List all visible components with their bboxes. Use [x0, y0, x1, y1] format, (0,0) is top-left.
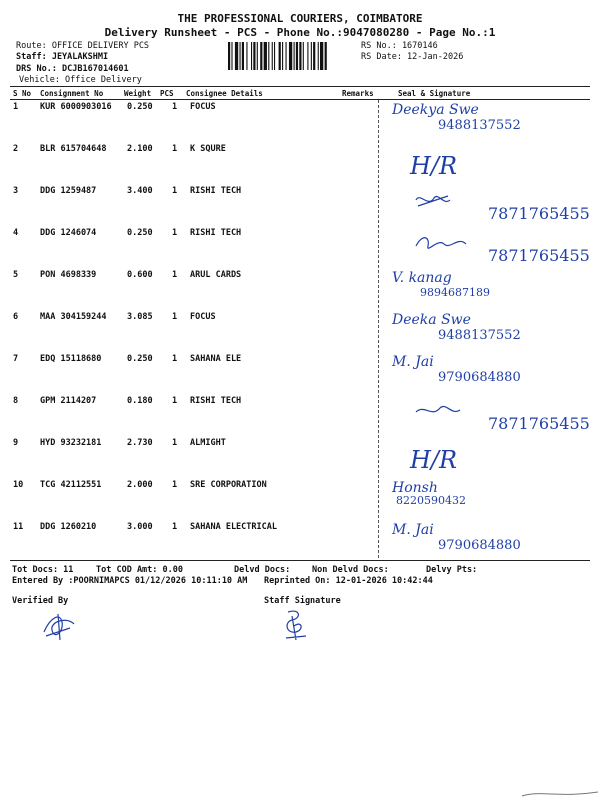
row-consignment-no: DDG 1259487 — [40, 186, 97, 196]
table-row — [0, 270, 600, 312]
table-row — [0, 312, 600, 354]
row-sno: 5 — [13, 270, 19, 280]
row-signature-phone: 9790684880 — [438, 370, 521, 385]
row-signature-name: Honsh — [392, 480, 438, 496]
row-weight: 3.400 — [127, 186, 153, 196]
row-consignment-no: TCG 42112551 — [40, 480, 102, 490]
signature-scribble — [414, 190, 470, 212]
row-weight: 0.250 — [127, 228, 153, 238]
drs-label: DRS No.: DCJB167014601 — [16, 64, 129, 74]
table-row — [0, 228, 600, 270]
tot-docs: Tot Docs: 11 — [12, 565, 74, 575]
staff-signature-scribble — [278, 606, 312, 644]
route-label: Route: OFFICE DELIVERY PCS — [16, 41, 150, 51]
col-seal-signature: Seal & Signature — [398, 89, 471, 98]
rs-date-label: RS Date: 12-Jan-2026 — [361, 52, 464, 62]
table-row — [0, 102, 600, 144]
delvd-docs: Delvd Docs: — [234, 565, 291, 575]
row-pcs: 1 — [172, 312, 178, 322]
row-sno: 4 — [13, 228, 19, 238]
barcode — [228, 42, 356, 70]
row-sno: 8 — [13, 396, 19, 406]
row-weight: 0.250 — [127, 354, 153, 364]
row-signature-phone: 9488137552 — [438, 118, 521, 133]
row-pcs: 1 — [172, 522, 178, 532]
row-weight: 0.600 — [127, 270, 153, 280]
row-consignee: FOCUS — [190, 102, 216, 112]
row-signature-name: M. Jai — [392, 354, 434, 370]
row-sno: 2 — [13, 144, 19, 154]
header-rule-bottom — [10, 99, 590, 100]
col-sno: S No — [13, 89, 32, 98]
col-pcs: PCS — [160, 89, 174, 98]
row-sno: 7 — [13, 354, 19, 364]
row-weight: 2.000 — [127, 480, 153, 490]
signature-scribble — [414, 400, 470, 422]
row-pcs: 1 — [172, 270, 178, 280]
row-pcs: 1 — [172, 102, 178, 112]
row-sno: 6 — [13, 312, 19, 322]
col-consignment: Consignment No — [40, 89, 104, 98]
row-consignment-no: EDQ 15118680 — [40, 354, 102, 364]
row-pcs: 1 — [172, 438, 178, 448]
row-pcs: 1 — [172, 228, 178, 238]
header-rule-top — [10, 86, 590, 87]
row-sno: 1 — [13, 102, 19, 112]
entered-by: Entered By :POORNIMAPCS 01/12/2026 10:11:10 AM — [12, 576, 248, 586]
row-signature-name: H/R — [410, 446, 458, 474]
row-pcs: 1 — [172, 354, 178, 364]
row-signature-phone: 9790684880 — [438, 538, 521, 553]
row-consignment-no: BLR 615704648 — [40, 144, 107, 154]
table-row — [0, 144, 600, 186]
reprinted-on: Reprinted On: 12-01-2026 10:42:44 — [264, 576, 433, 586]
row-signature-phone: 9488137552 — [438, 328, 521, 343]
row-consignment-no: MAA 304159244 — [40, 312, 107, 322]
staff-signature-label: Staff Signature — [264, 596, 341, 606]
delvy-pts: Delvy Pts: — [426, 565, 478, 575]
row-consignment-no: GPM 2114207 — [40, 396, 97, 406]
verified-by-label: Verified By — [12, 596, 69, 606]
row-weight: 0.250 — [127, 102, 153, 112]
verified-signature-scribble — [40, 608, 80, 644]
row-signature-name: H/R — [410, 152, 458, 180]
row-weight: 0.180 — [127, 396, 153, 406]
row-pcs: 1 — [172, 480, 178, 490]
footer-rule — [10, 560, 590, 561]
col-consignee: Consignee Details — [186, 89, 263, 98]
row-weight: 2.730 — [127, 438, 153, 448]
row-signature-phone: 7871765455 — [488, 204, 590, 223]
table-row — [0, 354, 600, 396]
runsheet-subtitle: Delivery Runsheet - PCS - Phone No.:9047080280 - Page No.:1 — [104, 26, 496, 39]
vehicle-label: Vehicle: Office Delivery — [19, 75, 142, 85]
staff-label: Staff: JEYALAKSHMI — [16, 52, 109, 62]
row-pcs: 1 — [172, 186, 178, 196]
col-remarks: Remarks — [342, 89, 374, 98]
row-consignee: RISHI TECH — [190, 228, 242, 238]
row-signature-name: V. kanag — [392, 270, 452, 286]
scan-mark — [520, 786, 600, 800]
row-consignment-no: DDG 1246074 — [40, 228, 97, 238]
row-signature-name: M. Jai — [392, 522, 434, 538]
row-weight: 3.000 — [127, 522, 153, 532]
row-signature-name: Deekya Swe — [392, 102, 479, 118]
row-consignment-no: PON 4698339 — [40, 270, 97, 280]
row-consignment-no: KUR 6000903016 — [40, 102, 112, 112]
row-consignee: SAHANA ELE — [190, 354, 242, 364]
row-consignee: K SQURE — [190, 144, 226, 154]
row-pcs: 1 — [172, 396, 178, 406]
signature-scribble — [414, 232, 470, 254]
row-consignee: ALMIGHT — [190, 438, 226, 448]
non-delvd-docs: Non Delvd Docs: — [312, 565, 389, 575]
row-signature-phone: 9894687189 — [420, 286, 490, 299]
row-signature-phone: 7871765455 — [488, 414, 590, 433]
row-signature-phone: 7871765455 — [488, 246, 590, 265]
table-row — [0, 522, 600, 564]
table-row — [0, 186, 600, 228]
row-pcs: 1 — [172, 144, 178, 154]
col-weight: Weight — [124, 89, 152, 98]
company-title: THE PROFESSIONAL COURIERS, COIMBATORE — [177, 12, 423, 25]
row-consignment-no: DDG 1260210 — [40, 522, 97, 532]
row-weight: 3.085 — [127, 312, 153, 322]
row-sno: 9 — [13, 438, 19, 448]
row-signature-name: Deeka Swe — [392, 312, 471, 328]
row-consignee: FOCUS — [190, 312, 216, 322]
rs-no-label: RS No.: 1670146 — [361, 41, 438, 51]
row-consignee: SRE CORPORATION — [190, 480, 267, 490]
row-consignee: ARUL CARDS — [190, 270, 242, 280]
row-weight: 2.100 — [127, 144, 153, 154]
tot-cod: Tot COD Amt: 0.00 — [96, 565, 183, 575]
row-sno: 10 — [13, 480, 24, 490]
row-signature-phone: 8220590432 — [396, 494, 466, 507]
table-row — [0, 396, 600, 438]
row-sno: 11 — [13, 522, 24, 532]
table-row — [0, 438, 600, 480]
row-consignee: RISHI TECH — [190, 396, 242, 406]
row-consignee: RISHI TECH — [190, 186, 242, 196]
row-sno: 3 — [13, 186, 19, 196]
row-consignment-no: HYD 93232181 — [40, 438, 102, 448]
table-row — [0, 480, 600, 522]
row-consignee: SAHANA ELECTRICAL — [190, 522, 277, 532]
